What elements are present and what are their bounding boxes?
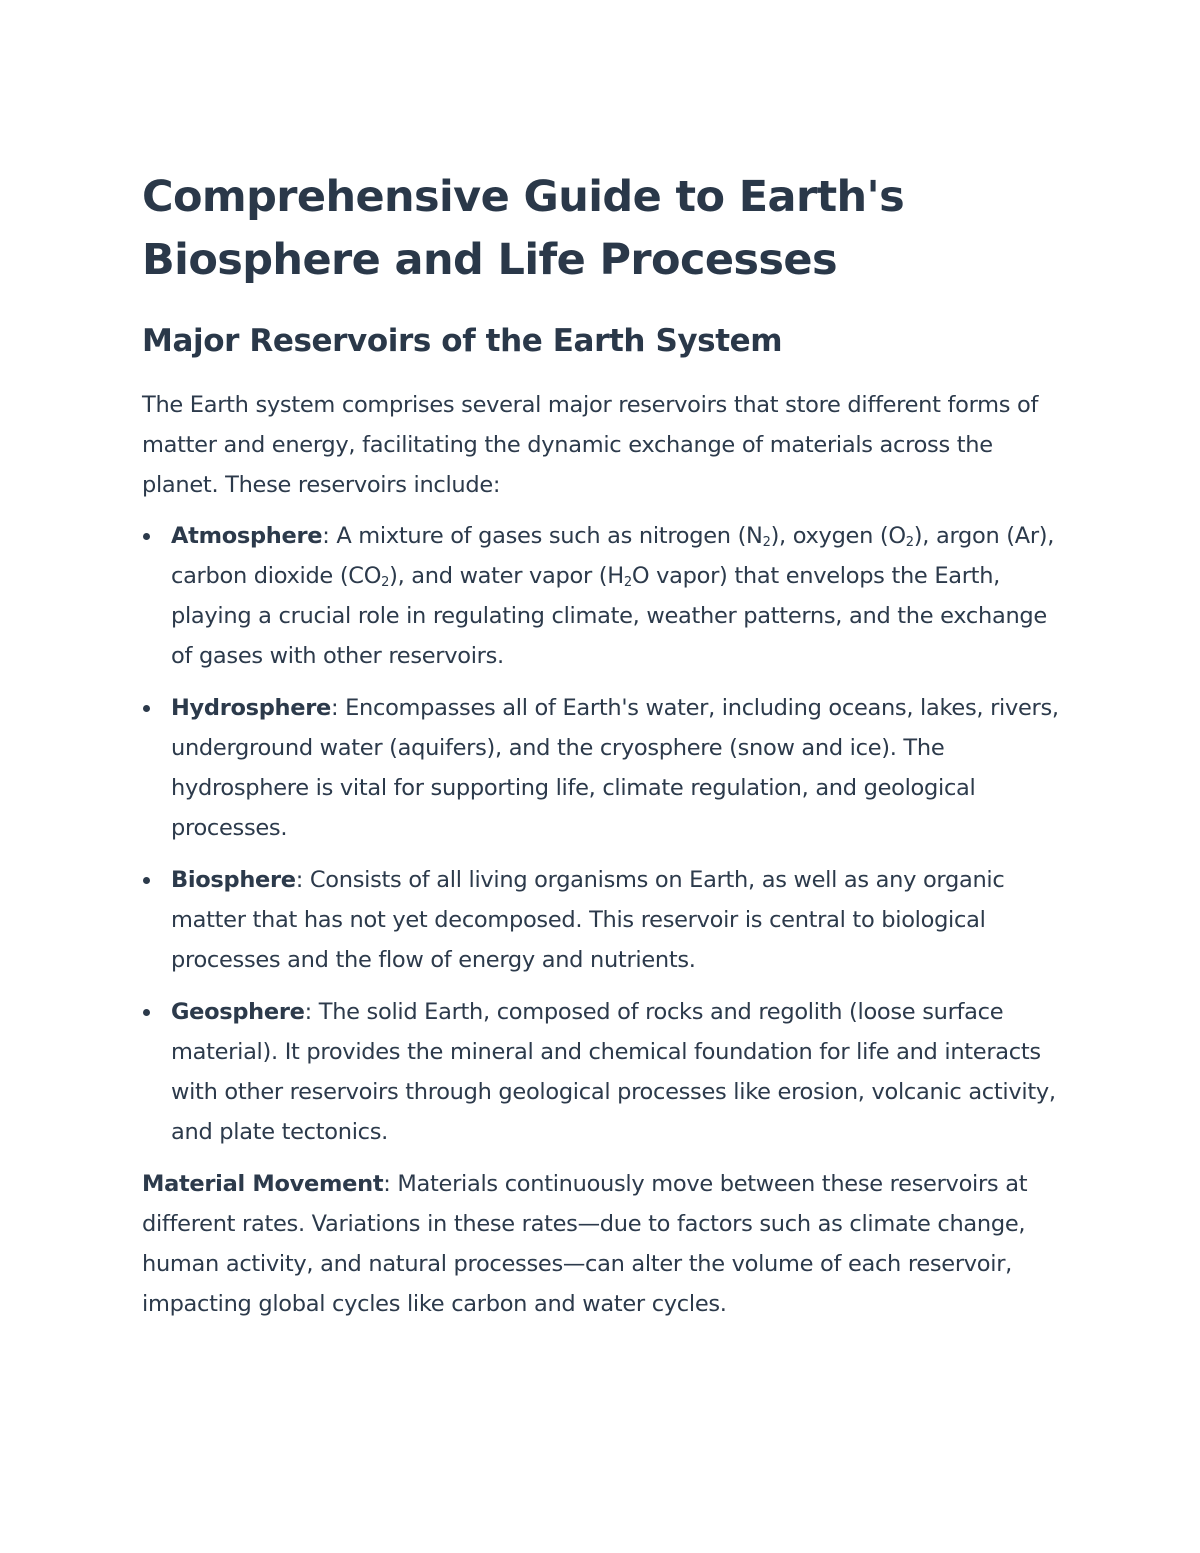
- subscript: 2: [623, 575, 632, 590]
- description-text: ), argon (Ar), carbon dioxide (CO: [171, 523, 1055, 589]
- description-text: : Encompasses all of Earth's water, including oceans, lakes, rivers, underground water (aquifers), and the cryosphere (snow and ice). The hydrosphere is vital for supporting life, climate regulation, and geological processes.: [171, 695, 1059, 841]
- subscript: 2: [905, 535, 914, 550]
- description-text: ), oxygen (O: [770, 523, 906, 549]
- description-text: O vapor) that envelops the Earth, playing a crucial role in regulating climate, weather patterns, and the exchange of gases with other reservoirs.: [171, 563, 1047, 669]
- bullet-icon: [143, 1009, 150, 1016]
- document-page: [142, 166, 1062, 1324]
- reservoir-list: [142, 516, 1062, 1152]
- description-text: : A mixture of gases such as nitrogen (N: [322, 523, 763, 549]
- term-biosphere: Biosphere: [171, 867, 296, 893]
- bullet-icon: [143, 877, 150, 884]
- subscript: 2: [381, 575, 390, 590]
- description-text: ), and water vapor (H: [389, 563, 624, 589]
- material-movement-paragraph: [142, 1164, 1062, 1324]
- intro-paragraph: The Earth system comprises several major reservoirs that store different forms of matter and energy, facilitating the dynamic exchange of materials across the planet. These reservoirs include:: [142, 392, 1039, 498]
- description-text: : Consists of all living organisms on Earth, as well as any organic matter that has not yet decomposed. This reservoir is central to biological processes and the flow of energy and nutrients.: [171, 867, 1005, 973]
- bullet-icon: [143, 705, 150, 712]
- bullet-icon: [143, 533, 150, 540]
- list-item-biosphere: [142, 860, 1062, 980]
- subscript: 2: [762, 535, 771, 550]
- term-atmosphere: Atmosphere: [171, 523, 323, 549]
- description-text: : Materials continuously move between these reservoirs at different rates. Variations in these rates—due to factors such as climate change, human activity, and natural processes—can alter the volume of each reservoir, impacting global cycles like carbon and water cycles.: [142, 1171, 1028, 1317]
- description-text: : The solid Earth, composed of rocks and regolith (loose surface material). It provides the mineral and chemical foundation for life and interacts with other reservoirs through geological processes like erosion, volcanic activity, and plate tectonics.: [171, 999, 1056, 1145]
- list-item-hydrosphere: [142, 688, 1062, 848]
- term-hydrosphere: Hydrosphere: [171, 695, 331, 721]
- list-item-atmosphere: [142, 516, 1062, 676]
- term-material-movement: Material Movement: [142, 1171, 384, 1197]
- term-geosphere: Geosphere: [171, 999, 305, 1025]
- list-item-geosphere: [142, 992, 1062, 1152]
- page-title: Comprehensive Guide to Earth's Biosphere and Life Processes: [142, 172, 905, 285]
- section-heading: Major Reservoirs of the Earth System: [142, 323, 783, 359]
